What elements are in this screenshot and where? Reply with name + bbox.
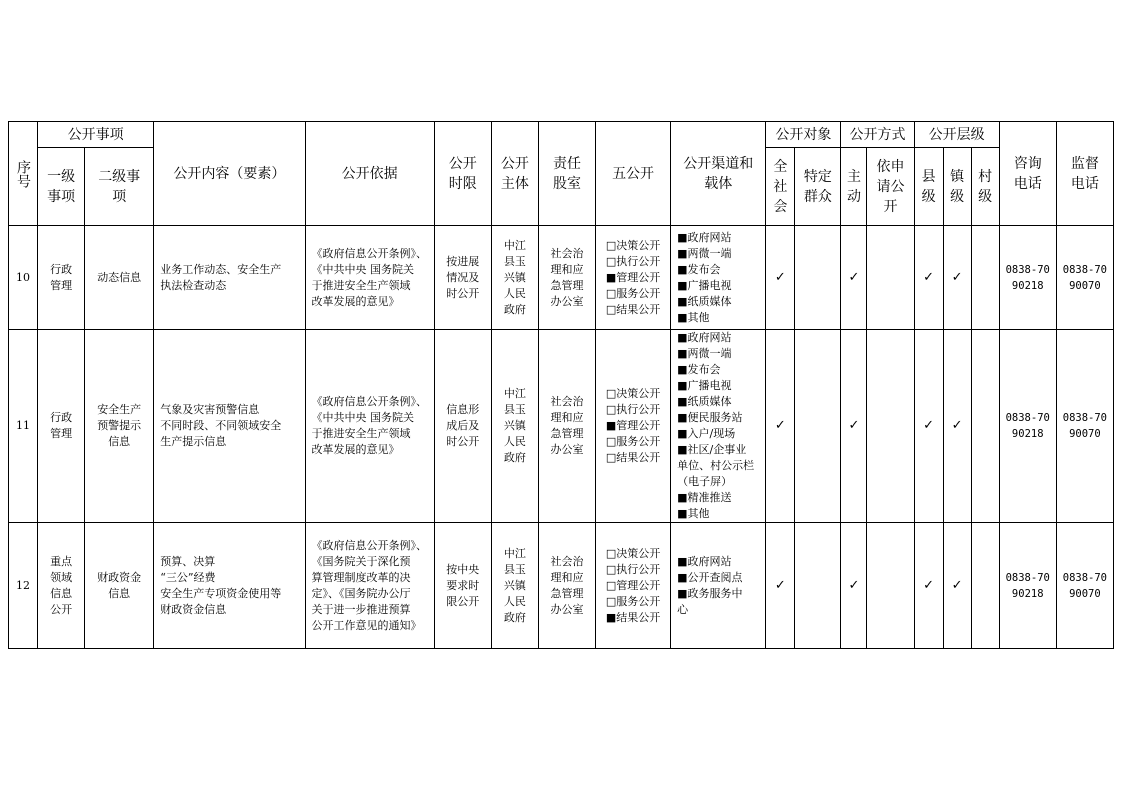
content-cell [154, 226, 305, 330]
header-office: 责任股室 [538, 122, 595, 226]
channel-cell-line: ■两微一端 [677, 347, 732, 360]
five-cell-line: □管理公开 [605, 578, 661, 592]
basis-cell-line: 定》、《国务院办公厅 [311, 586, 411, 600]
supervise-phone-line: 90070 [1069, 587, 1101, 600]
target-all-check: ✓ [766, 523, 795, 649]
time-limit-cell-line: 时公开 [446, 286, 480, 300]
header-level1: 一级事项 [38, 148, 85, 226]
channel-cell-line: ■其他 [677, 507, 710, 520]
level1-cell-line: 领域 [50, 570, 73, 584]
header-level2: 二级事项 [85, 148, 154, 226]
level1-cell-line: 管理 [50, 427, 73, 440]
basis-cell-line: 算管理制度改革的决 [311, 570, 411, 584]
channel-cell-line: ■政府网站 [677, 554, 732, 568]
subject-cell-line: 县玉 [503, 403, 526, 416]
header-level-village: 村级 [971, 148, 999, 226]
five-cell-line: □结果公开 [605, 451, 661, 464]
level-town-check: ✓ [943, 226, 971, 330]
channel-cell [671, 226, 766, 330]
content-cell [154, 523, 305, 649]
header-five: 五公开 [596, 122, 671, 226]
level-village-check [971, 330, 999, 523]
supervise-phone-line: 0838-70 [1062, 571, 1108, 584]
content-cell-line: “三公”经费 [160, 570, 216, 584]
method-active-check: ✓ [841, 523, 867, 649]
basis-cell-line: 于推进安全生产领域 [311, 278, 411, 292]
channel-cell-line: 单位、村公示栏 [677, 459, 755, 472]
channel-cell-line: ■广播电视 [677, 278, 732, 292]
content-cell-line: 安全生产专项资金使用等 [160, 586, 282, 600]
subject-cell-line: 中江 [503, 238, 526, 252]
time-limit-cell [434, 226, 491, 330]
subject-cell [491, 523, 538, 649]
disclosure-table [8, 121, 1114, 649]
supervise-phone-line: 90070 [1069, 279, 1101, 292]
channel-cell-line: ■发布会 [677, 363, 721, 376]
seq-cell: 10 [9, 226, 38, 330]
channel-cell-line: ■其他 [677, 310, 710, 324]
level1-cell-line: 行政 [50, 262, 73, 276]
target-specific-check [795, 226, 841, 330]
five-cell-line: □服务公开 [605, 286, 661, 300]
channel-cell-line: ■精准推送 [677, 491, 732, 504]
content-cell-line: 不同时段、不同领域安全 [160, 419, 282, 432]
five-cell-line: □决策公开 [605, 387, 661, 400]
header-subject: 公开主体 [491, 122, 538, 226]
basis-cell [305, 226, 434, 330]
method-apply-check [867, 226, 914, 330]
channel-cell-line: ■政府网站 [677, 331, 732, 344]
office-cell-line: 办公室 [550, 294, 584, 308]
channel-cell-line: ■政府网站 [677, 230, 732, 244]
five-cell-line: □决策公开 [605, 238, 661, 252]
target-specific-check [795, 523, 841, 649]
subject-cell-line: 政府 [503, 302, 526, 316]
supervise-phone [1056, 523, 1113, 649]
five-cell-line: □结果公开 [605, 302, 661, 316]
channel-cell-line: （电子屏） [677, 475, 733, 488]
table-row [9, 226, 1114, 330]
target-all-check: ✓ [766, 226, 795, 330]
supervise-phone-line: 0838-70 [1062, 412, 1108, 424]
channel-cell-line: ■入户/现场 [677, 427, 736, 440]
header-level-group: 公开层级 [914, 122, 999, 148]
level2-cell-line: 信息 [108, 435, 131, 448]
basis-cell-line: 于推进安全生产领域 [311, 427, 411, 440]
time-limit-cell-line: 成后及 [446, 419, 480, 432]
level2-cell-line: 信息 [108, 586, 131, 600]
five-cell-line: □服务公开 [605, 594, 661, 608]
consult-phone-line: 90218 [1011, 587, 1044, 600]
header-channel: 公开渠道和载体 [671, 122, 766, 226]
header-consult: 咨询电话 [999, 122, 1056, 226]
level2-cell [85, 523, 154, 649]
subject-cell-line: 县玉 [503, 254, 526, 268]
supervise-phone-line: 90070 [1069, 428, 1101, 440]
channel-cell-line: ■纸质媒体 [677, 395, 732, 408]
office-cell-line: 理和应 [550, 411, 584, 424]
office-cell-line: 办公室 [550, 602, 584, 616]
level2-cell-line: 动态信息 [97, 270, 142, 284]
seq-cell: 11 [9, 330, 38, 523]
supervise-phone [1056, 330, 1113, 523]
table-row [9, 523, 1114, 649]
office-cell-line: 社会治 [550, 395, 584, 408]
time-limit-cell-line: 限公开 [446, 594, 480, 608]
office-cell [538, 330, 595, 523]
five-cell-line: ■管理公开 [605, 419, 661, 432]
basis-cell-line: 《中共中央 国务院关 [311, 262, 415, 276]
five-cell [596, 226, 671, 330]
content-cell-line: 生产提示信息 [160, 435, 227, 448]
five-cell-line: □服务公开 [605, 435, 661, 448]
office-cell-line: 急管理 [550, 427, 584, 440]
channel-cell-line: 心 [677, 602, 689, 616]
level2-cell-line: 预警提示 [97, 419, 142, 432]
basis-cell-line: 《政府信息公开条例》、 [311, 538, 428, 552]
subject-cell-line: 兴镇 [503, 578, 526, 592]
content-cell-line: 财政资金信息 [160, 602, 227, 616]
five-cell [596, 523, 671, 649]
consult-phone-line: 0838-70 [1005, 412, 1050, 424]
level1-cell-line: 信息 [50, 586, 73, 600]
channel-cell-line: ■公开查阅点 [677, 570, 743, 584]
level1-cell [38, 523, 85, 649]
level-town-check: ✓ [943, 523, 971, 649]
time-limit-cell-line: 按中央 [446, 562, 480, 576]
level-village-check [971, 226, 999, 330]
five-cell-line: □决策公开 [605, 546, 661, 560]
content-cell-line: 预算、决算 [160, 554, 216, 568]
office-cell [538, 523, 595, 649]
header-method-group: 公开方式 [841, 122, 914, 148]
subject-cell-line: 兴镇 [503, 419, 526, 432]
office-cell [538, 226, 595, 330]
level1-cell-line: 管理 [50, 278, 73, 292]
content-cell-line: 气象及灾害预警信息 [160, 403, 260, 416]
channel-cell [671, 523, 766, 649]
basis-cell-line: 改革发展的意见》 [311, 443, 400, 456]
header-supervise: 监督电话 [1056, 122, 1113, 226]
time-limit-cell-line: 时公开 [446, 435, 480, 448]
subject-cell-line: 人民 [503, 594, 526, 608]
subject-cell-line: 中江 [503, 387, 526, 400]
content-cell-line: 业务工作动态、安全生产 [160, 262, 282, 276]
basis-cell [305, 330, 434, 523]
seq-cell: 12 [9, 523, 38, 649]
five-cell-line: ■结果公开 [605, 610, 661, 624]
subject-cell-line: 中江 [503, 546, 526, 560]
content-cell-line: 执法检查动态 [160, 278, 227, 292]
level-county-check: ✓ [914, 523, 943, 649]
subject-cell-line: 县玉 [503, 562, 526, 576]
channel-cell-line: ■发布会 [677, 262, 721, 276]
supervise-phone [1056, 226, 1113, 330]
header-target-specific: 特定群众 [795, 148, 841, 226]
level2-cell [85, 330, 154, 523]
level2-cell-line: 财政资金 [97, 570, 142, 584]
level-town-check: ✓ [943, 330, 971, 523]
header-target-all: 全社会 [766, 148, 795, 226]
five-cell-line: □执行公开 [605, 562, 661, 576]
subject-cell [491, 226, 538, 330]
level2-cell [85, 226, 154, 330]
header-time-limit: 公开时限 [434, 122, 491, 226]
five-cell-line: □执行公开 [605, 254, 661, 268]
level2-cell-line: 安全生产 [97, 403, 142, 416]
target-specific-check [795, 330, 841, 523]
header-level-county: 县级 [914, 148, 943, 226]
office-cell-line: 理和应 [550, 570, 584, 584]
time-limit-cell-line: 要求时 [446, 578, 480, 592]
time-limit-cell-line: 信息形 [446, 403, 480, 416]
consult-phone [999, 226, 1056, 330]
basis-cell-line: 《国务院关于深化预 [311, 554, 411, 568]
five-cell-line: □执行公开 [605, 403, 661, 416]
subject-cell-line: 人民 [503, 286, 526, 300]
header-method-apply: 依申请公开 [867, 148, 914, 226]
header-basis: 公开依据 [305, 122, 434, 226]
header-method-active: 主动 [841, 148, 867, 226]
header-content: 公开内容（要素） [154, 122, 305, 226]
channel-cell-line: ■社区/企事业 [677, 443, 747, 456]
subject-cell [491, 330, 538, 523]
five-cell-line: ■管理公开 [605, 270, 661, 284]
level1-cell-line: 公开 [50, 602, 73, 616]
channel-cell-line: ■两微一端 [677, 246, 732, 260]
supervise-phone-line: 0838-70 [1062, 263, 1108, 276]
consult-phone [999, 523, 1056, 649]
subject-cell-line: 政府 [503, 451, 526, 464]
level1-cell-line: 重点 [50, 554, 73, 568]
header-seq: 序号 [9, 122, 38, 226]
consult-phone-line: 90218 [1011, 428, 1044, 440]
office-cell-line: 办公室 [550, 443, 584, 456]
level-county-check: ✓ [914, 330, 943, 523]
time-limit-cell [434, 330, 491, 523]
header-item-group: 公开事项 [38, 122, 154, 148]
basis-cell-line: 《政府信息公开条例》、 [311, 246, 428, 260]
subject-cell-line: 人民 [503, 435, 526, 448]
five-cell [596, 330, 671, 523]
basis-cell-line: 《政府信息公开条例》、 [311, 395, 428, 408]
table-row [9, 330, 1114, 523]
method-apply-check [867, 330, 914, 523]
channel-cell-line: ■便民服务站 [677, 411, 743, 424]
level1-cell [38, 226, 85, 330]
basis-cell-line: 改革发展的意见》 [311, 294, 400, 308]
consult-phone-line: 90218 [1011, 279, 1044, 292]
header-target-group: 公开对象 [766, 122, 841, 148]
time-limit-cell-line: 按进展 [446, 254, 480, 268]
basis-cell-line: 关于进一步推进预算 [311, 602, 411, 616]
channel-cell-line: ■广播电视 [677, 379, 732, 392]
basis-cell [305, 523, 434, 649]
content-cell [154, 330, 305, 523]
office-cell-line: 社会治 [550, 554, 584, 568]
consult-phone-line: 0838-70 [1005, 263, 1050, 276]
office-cell-line: 急管理 [550, 586, 584, 600]
channel-cell [671, 330, 766, 523]
method-apply-check [867, 523, 914, 649]
channel-cell-line: ■纸质媒体 [677, 294, 732, 308]
time-limit-cell [434, 523, 491, 649]
level-county-check: ✓ [914, 226, 943, 330]
level1-cell [38, 330, 85, 523]
header-level-town: 镇级 [943, 148, 971, 226]
consult-phone [999, 330, 1056, 523]
target-all-check: ✓ [766, 330, 795, 523]
subject-cell-line: 兴镇 [503, 270, 526, 284]
consult-phone-line: 0838-70 [1005, 571, 1050, 584]
level-village-check [971, 523, 999, 649]
method-active-check: ✓ [841, 330, 867, 523]
level1-cell-line: 行政 [50, 411, 73, 424]
basis-cell-line: 《中共中央 国务院关 [311, 411, 415, 424]
subject-cell-line: 政府 [503, 610, 526, 624]
office-cell-line: 急管理 [550, 278, 584, 292]
method-active-check: ✓ [841, 226, 867, 330]
time-limit-cell-line: 情况及 [446, 270, 480, 284]
office-cell-line: 社会治 [550, 246, 584, 260]
office-cell-line: 理和应 [550, 262, 584, 276]
channel-cell-line: ■政务服务中 [677, 586, 743, 600]
basis-cell-line: 公开工作意见的通知》 [311, 618, 422, 632]
